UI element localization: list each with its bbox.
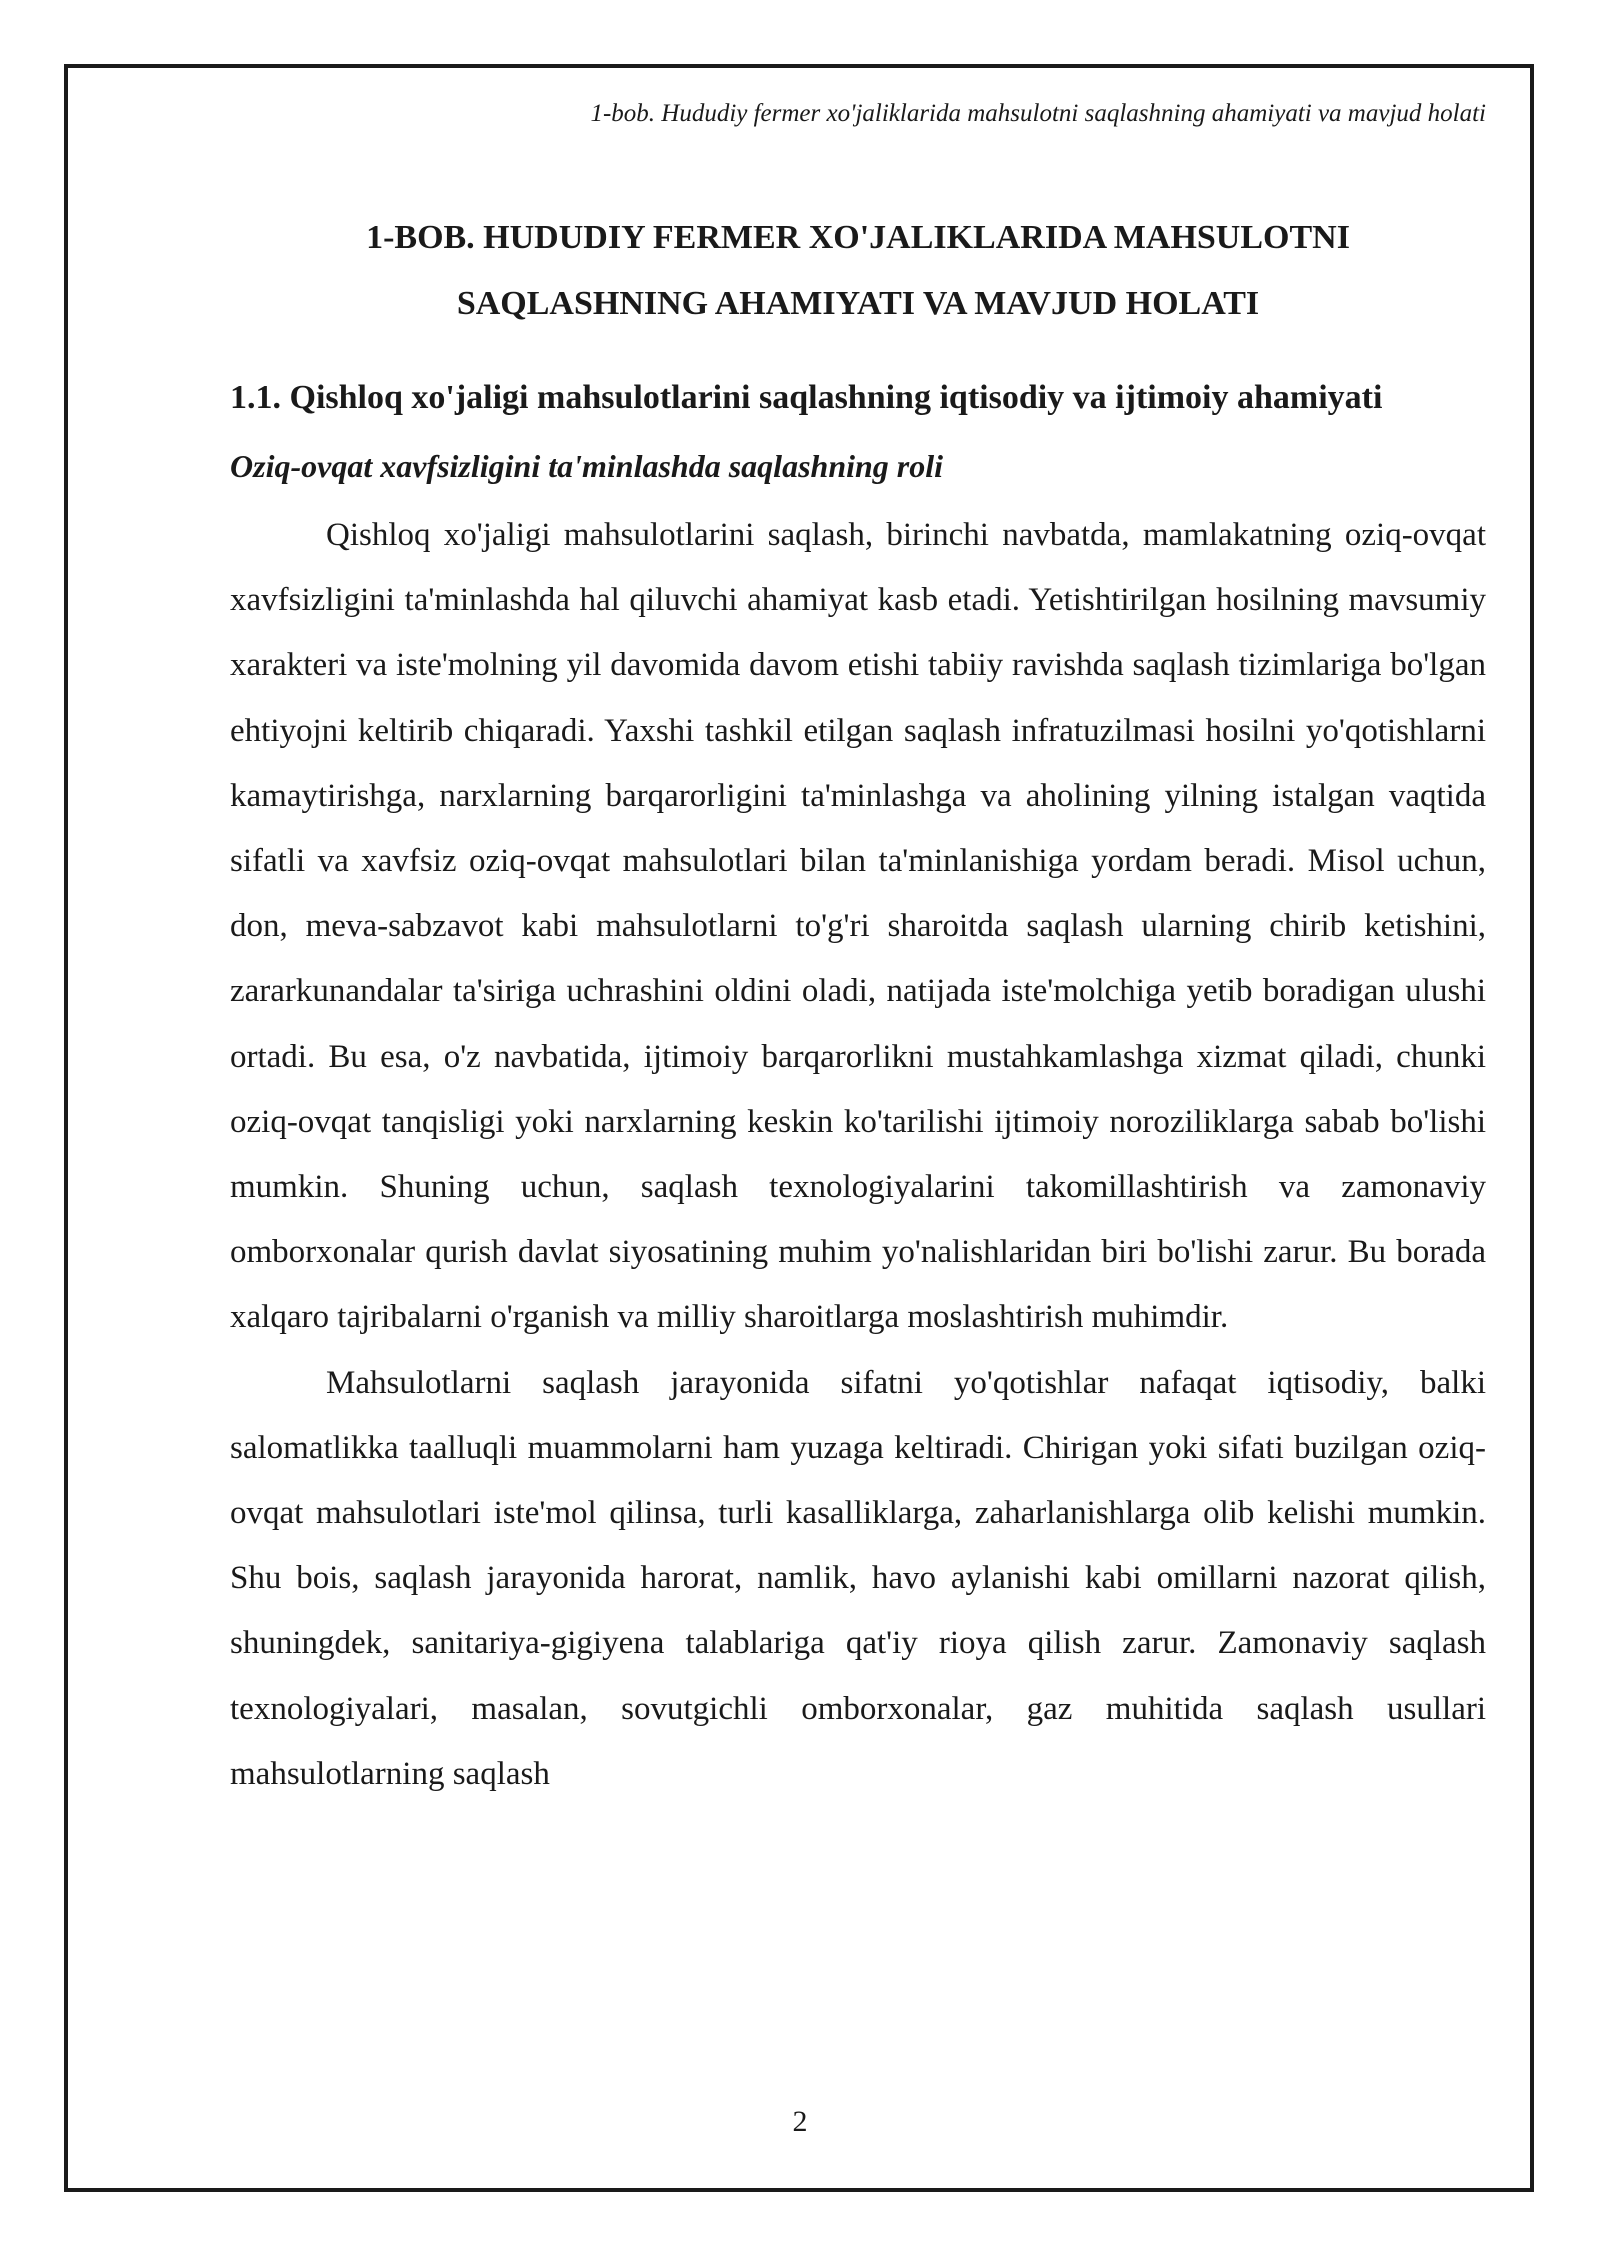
chapter-title-line-2: SAQLASHNING AHAMIYATI VA MAVJUD HOLATI	[456, 285, 1260, 322]
running-header: 1-bob. Hududiy fermer xo'jaliklarida mahsulotni saqlashning ahamiyati va mavjud holati	[590, 100, 1486, 127]
page-content	[230, 205, 1486, 1807]
section-title: 1.1. Qishloq xo'jaligi mahsulotlarini saqlashning iqtisodiy va ijtimoiy ahamiyati	[230, 379, 1383, 416]
body-paragraph-1: Qishloq xo'jaligi mahsulotlarini saqlash, birinchi navbatda, mamlakatning oziq-ovqat xavfsizligini ta'minlashda hal qiluvchi ahamiyat kasb etadi. Yetishtirilgan hosilning mavsumiy xarakteri va iste'molning yil davomida davom etishi tabiiy ravishda saqlash tizimlariga bo'lgan ehtiyojni keltirib chiqaradi. Yaxshi tashkil etilgan saqlash infratuzilmasi hosilni yo'qotishlarni kamaytirishga, narxlarning barqarorligini ta'minlashga va aholining yilning istalgan vaqtida sifatli va xavfsiz oziq-ovqat mahsulotlari bilan ta'minlanishiga yordam beradi. Misol uchun, don, meva-sabzavot kabi mahsulotlarni to'g'ri sharoitda saqlash ularning chirib ketishini, zararkunandalar ta'siriga uchrashini oldini oladi, natijada iste'molchiga yetib boradigan ulushi ortadi. Bu esa, o'z navbatida, ijtimoiy barqarorlikni mustahkamlashga xizmat qiladi, chunki oziq-ovqat tanqisligi yoki narxlarning keskin ko'tarilishi ijtimoiy noroziliklarga sabab bo'lishi mumkin. Shuning uchun, saqlash texnologiyalarini takomillashtirish va zamonaviy omborxonalar qurish davlat siyosatining muhim yo'nalishlaridan biri bo'lishi zarur. Bu borada xalqaro tajribalarni o'rganish va milliy sharoitlarga moslashtirish muhimdir.	[230, 517, 1486, 1336]
page-number: 2	[792, 2105, 808, 2138]
chapter-title	[230, 205, 1486, 337]
body-paragraph-2: Mahsulotlarni saqlash jarayonida sifatni yo'qotishlar nafaqat iqtisodiy, balki salomatlikka taalluqli muammolarni ham yuzaga keltiradi. Chirigan yoki sifati buzilgan oziq-ovqat mahsulotlari iste'mol qilinsa, turli kasalliklarga, zaharlanishlarga olib kelishi mumkin. Shu bois, saqlash jarayonida harorat, namlik, havo aylanishi kabi omillarni nazorat qilish, shuningdek, sanitariya-gigiyena talablariga qat'iy rioya qilish zarur. Zamonaviy saqlash texnologiyalari, masalan, sovutgichli omborxonalar, gaz muhitida saqlash usullari mahsulotlarning saqlash	[230, 1364, 1486, 1792]
chapter-title-line-1: 1-BOB. HUDUDIY FERMER XO'JALIKLARIDA MAHSULOTNI	[366, 219, 1350, 256]
subsection-title: Oziq-ovqat xavfsizligini ta'minlashda saqlashning roli	[230, 448, 944, 484]
